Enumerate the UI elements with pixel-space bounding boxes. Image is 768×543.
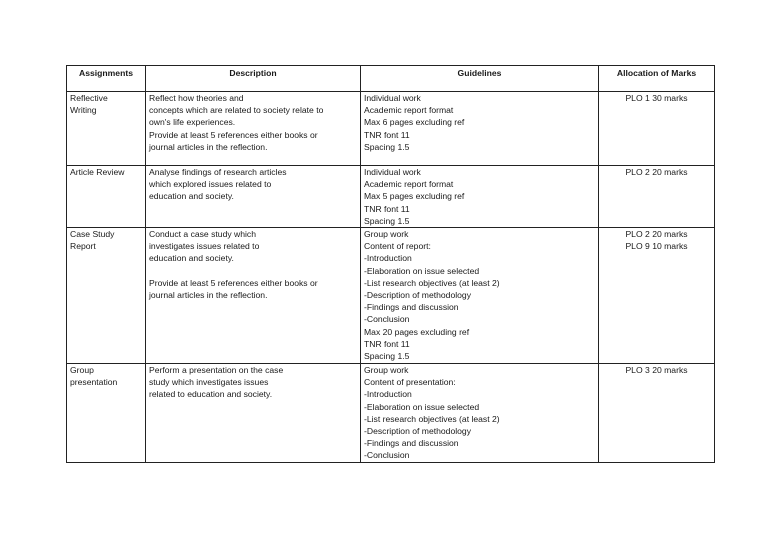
description-line: Conduct a case study which <box>149 229 257 240</box>
marks-line: PLO 9 10 marks <box>625 241 688 252</box>
guidelines-cell <box>361 228 599 364</box>
description-cell <box>146 166 361 228</box>
guidelines-line: Group work <box>364 229 409 240</box>
assignment-line: Article Review <box>70 167 125 177</box>
assignment-cell <box>67 92 146 166</box>
guidelines-cell <box>361 364 599 463</box>
description-line: Provide at least 5 references either books or <box>149 129 318 140</box>
guidelines-line: Spacing 1.5 <box>364 215 410 226</box>
assignment-cell <box>67 166 146 228</box>
description-line: related to education and society. <box>149 389 273 400</box>
description-cell <box>146 228 361 364</box>
guidelines-cell <box>361 166 599 228</box>
assignment-line: presentation <box>70 377 118 388</box>
guidelines-line: Max 6 pages excluding ref <box>364 117 465 128</box>
guidelines-line: TNR font 11 <box>364 203 410 214</box>
guidelines-line: Spacing 1.5 <box>364 351 410 362</box>
description-line: Provide at least 5 references either books or <box>149 277 318 288</box>
description-line: investigates issues related to <box>149 241 260 252</box>
marks-cell <box>599 166 715 228</box>
table-row <box>67 92 715 166</box>
guidelines-line: Content of presentation: <box>364 377 456 388</box>
description-line: journal articles in the reflection. <box>149 141 268 152</box>
guidelines-line: Individual work <box>364 93 421 103</box>
guidelines-line: Group work <box>364 365 409 376</box>
marks-line: PLO 2 20 marks <box>625 229 688 240</box>
assignment-line: Reflective <box>70 93 108 103</box>
guidelines-line: TNR font 11 <box>364 129 410 140</box>
marks-line: PLO 3 20 marks <box>625 365 688 376</box>
description-cell <box>146 92 361 166</box>
assignment-cell <box>67 364 146 463</box>
table-header-row <box>67 66 715 92</box>
guidelines-line: -List research objectives (at least 2) <box>364 413 500 424</box>
guidelines-line: Max 20 pages excluding ref <box>364 326 470 337</box>
guidelines-line: -List research objectives (at least 2) <box>364 277 500 288</box>
header-guidelines: Guidelines <box>361 66 599 92</box>
guidelines-line: -Conclusion <box>364 450 410 461</box>
guidelines-line: Max 5 pages excluding ref <box>364 191 465 202</box>
table-row <box>67 364 715 463</box>
guidelines-line: Academic report format <box>364 179 454 190</box>
description-line: Reflect how theories and <box>149 93 244 103</box>
assignment-line: Case Study <box>70 229 115 240</box>
description-line: Analyse findings of research articles <box>149 167 287 177</box>
marks-cell <box>599 364 715 463</box>
description-line: education and society. <box>149 191 234 202</box>
assignment-table <box>66 65 715 463</box>
table-row <box>67 228 715 364</box>
description-line: education and society. <box>149 253 234 264</box>
assignment-line: Group <box>70 365 94 376</box>
guidelines-line: -Elaboration on issue selected <box>364 401 480 412</box>
description-line: study which investigates issues <box>149 377 269 388</box>
guidelines-line: -Description of methodology <box>364 290 471 301</box>
header-description: Description <box>146 66 361 92</box>
marks-cell <box>599 228 715 364</box>
guidelines-line: -Conclusion <box>364 314 410 325</box>
header-assignments: Assignments <box>67 66 146 92</box>
description-line: concepts which are related to society relate to <box>149 105 324 116</box>
table-row <box>67 166 715 228</box>
guidelines-cell <box>361 92 599 166</box>
guidelines-line: -Elaboration on issue selected <box>364 265 480 276</box>
marks-line: PLO 1 30 marks <box>625 93 688 103</box>
description-line <box>149 265 357 277</box>
marks-cell <box>599 92 715 166</box>
description-line: journal articles in the reflection. <box>149 290 268 301</box>
description-line: own's life experiences. <box>149 117 236 128</box>
guidelines-line: -Introduction <box>364 253 412 264</box>
assignment-line: Report <box>70 241 96 252</box>
guidelines-line: -Findings and discussion <box>364 438 459 449</box>
guidelines-line: -Findings and discussion <box>364 302 459 313</box>
guidelines-line: TNR font 11 <box>364 338 410 349</box>
header-allocation-of-marks: Allocation of Marks <box>599 66 715 92</box>
guidelines-line: -Introduction <box>364 389 412 400</box>
assignment-cell <box>67 228 146 364</box>
description-cell <box>146 364 361 463</box>
guidelines-line: Academic report format <box>364 105 454 116</box>
assignment-line: Writing <box>70 105 97 116</box>
guidelines-line: Individual work <box>364 167 421 177</box>
marks-line: PLO 2 20 marks <box>625 167 688 177</box>
guidelines-line: Spacing 1.5 <box>364 141 410 152</box>
description-line: which explored issues related to <box>149 179 272 190</box>
guidelines-line: Content of report: <box>364 241 431 252</box>
guidelines-line: -Description of methodology <box>364 426 471 437</box>
description-line: Perform a presentation on the case <box>149 365 284 376</box>
